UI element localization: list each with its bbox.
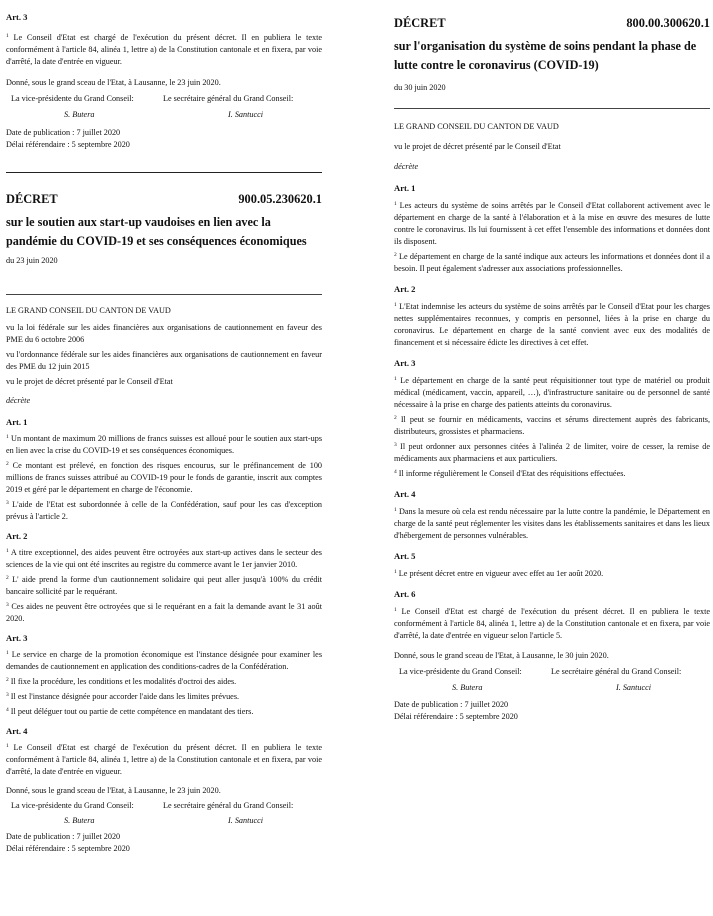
secretary-general-name: I. Santucci <box>228 816 264 825</box>
section-divider <box>6 172 322 173</box>
article-paragraph: $^1$ Le Conseil d'Etat est chargé de l'exécution du présent décret. Il en publiera le texte conformément à l'article 84, alinéa 1, lettre a) de la Constitution cantonale et en fixera, par voie d'arrêté, la date d'entrée en vigueur selon l'article 5. <box>394 607 711 640</box>
decree-number: 900.05.230620.1 <box>238 192 322 206</box>
given-statement: Donné, sous le grand sceau de l'Etat, à Lausanne, le 23 juin 2020. <box>6 78 221 87</box>
article-paragraph: $^1$ Les acteurs du système de soins arrêtés par le Conseil d'Etat collaborent activement avec le département en charge de la santé à l'élaboration et à la mise en œuvre des mesures de lutte contre le coronavirus. Ils lui fournissent à cet effet l'ensemble des informations et données dont ils disposent. <box>394 201 711 246</box>
date-divider <box>6 294 322 295</box>
decree-title-row <box>6 192 322 207</box>
article-paragraph: $^1$ L'Etat indemnise les acteurs du système de soins arrêtés par le Conseil d'Etat pour les charges nettes supplémentaires reconnues, y compris en personnel, liées à la prise en charge du coronavirus. Le département en charge de la santé convient avec eux des modalités de financement et si nécessaire édicte les directives à cet effet. <box>394 302 710 347</box>
vice-president-name: S. Butera <box>64 816 95 825</box>
article-paragraph: $^1$ Un montant de maximum 20 millions de francs suisses est alloué pour le soutien aux start-ups en lien avec la crise du COVID-19 et ses conséquences économiques. <box>6 434 323 455</box>
article-paragraph: $^4$ Il peut déléguer tout ou partie de cette compétence en mandatant des tiers. <box>6 707 254 716</box>
decree-body <box>6 305 322 855</box>
decree-label: DÉCRET <box>6 192 58 206</box>
article-paragraph: $^2$ Il fixe la procédure, les conditions et les modalités d'octroi des aides. <box>6 677 237 686</box>
vice-president-label: La vice-présidente du Grand Conseil: <box>11 94 134 103</box>
article-heading: Art. 1 <box>394 183 416 193</box>
signature-names <box>6 110 322 119</box>
preamble-item: vu le projet de décret présenté par le Conseil d'Etat <box>394 142 561 151</box>
article-paragraph: $^2$ Le département en charge de la santé indique aux acteurs les informations et données dont il a besoin. Il peut également s'adresser aux associations professionnelles. <box>394 252 711 273</box>
decree-date: du 30 juin 2020 <box>394 83 446 92</box>
secretary-general-name: I. Santucci <box>616 683 652 692</box>
article-paragraph: $^1$ Dans la mesure où cela est rendu nécessaire par la lutte contre la pandémie, le Département en charge de la santé peut réglementer les visites dans les établissements sanitaires et dans les lieux d'hébergement de personnes vulnérables. <box>394 507 710 540</box>
article-heading: Art. 3 <box>394 358 416 368</box>
article-heading: Art. 3 <box>6 12 28 22</box>
article-heading: Art. 5 <box>394 551 416 561</box>
referendum-deadline: Délai référendaire : 5 septembre 2020 <box>6 844 130 853</box>
article-paragraph: $^1$ Le présent décret entre en vigueur avec effet au 1er août 2020. <box>394 569 604 578</box>
article-paragraph: $^1$ Le Conseil d'Etat est chargé de l'exécution du présent décret. Il en publiera le texte conformément à l'article 84, alinéa 1, lettre a) de la Constitution cantonale et en fixera, par voie d'arrêté, la date d'entrée en vigueur. <box>6 743 323 776</box>
secretary-general-name: I. Santucci <box>228 110 264 119</box>
preamble-item: vu le projet de décret présenté par le Conseil d'Etat <box>6 377 173 386</box>
decrees-word: décrète <box>6 396 31 405</box>
previous-decree-end <box>6 12 322 151</box>
publication-date: Date de publication : 7 juillet 2020 <box>6 128 121 137</box>
decree-subject: sur l'organisation du système de soins pendant la phase de lutte contre le coronavirus (COVID-19) <box>394 39 697 72</box>
article-heading: Art. 3 <box>6 633 28 643</box>
vice-president-name: S. Butera <box>64 110 95 119</box>
article-paragraph: $^1$ Le Conseil d'Etat est chargé de l'exécution du présent décret. Il en publiera le texte conformément à l'article 84, alinéa 1, lettre a) de la Constitution cantonale et en fixera, par voie d'arrêté, la date d'entrée en vigueur. <box>6 33 323 66</box>
publication-date: Date de publication : 7 juillet 2020 <box>394 700 509 709</box>
preamble-item: vu la loi fédérale sur les aides financières aux organisations de cautionnement en faveur des PME du 6 octobre 2006 <box>6 323 322 344</box>
article-paragraph: $^1$ Le département en charge de la santé peut réquisitionner tout type de matériel ou produit médical (médicament, vaccin, appareil, …), d'infrastructure sanitaire ou de personnel de santé nécessaire à la prise en charge des patients atteints du coronavirus. <box>394 376 710 409</box>
vice-president-label: La vice-présidente du Grand Conseil: <box>11 801 134 810</box>
date-divider <box>394 108 710 109</box>
article-heading: Art. 1 <box>6 417 28 427</box>
article-paragraph: $^3$ L'aide de l'Etat est subordonnée à celle de la Confédération, sauf pour les cas d'exception prévus à l'article 2. <box>6 500 323 521</box>
publication-date: Date de publication : 7 juillet 2020 <box>6 832 121 841</box>
article-heading: Art. 2 <box>394 284 416 294</box>
referendum-deadline: Délai référendaire : 5 septembre 2020 <box>394 712 518 721</box>
decree-body <box>394 121 710 723</box>
preamble-item: vu l'ordonnance fédérale sur les aides financières aux organisations de cautionnement en faveur des PME du 12 juin 2015 <box>6 350 322 371</box>
signature-labels <box>6 94 322 103</box>
decrees-word: décrète <box>394 162 419 171</box>
article-paragraph: $^2$ Il peut se fournir en médicaments, vaccins et sérums directement auprès des fabricants, distributeurs, grossistes et pharmaciens. <box>394 415 711 436</box>
decree-label: DÉCRET <box>394 16 446 30</box>
decree-number: 800.00.300620.1 <box>626 16 710 30</box>
article-paragraph: $^2$ L' aide prend la forme d'un cautionnement solidaire qui peut aller jusqu'à 100% du crédit bancaire sollicité par le requérant. <box>6 575 322 596</box>
secretary-general-label: Le secrétaire général du Grand Conseil: <box>163 801 294 810</box>
given-statement: Donné, sous le grand sceau de l'Etat, à Lausanne, le 30 juin 2020. <box>394 651 609 660</box>
issuing-authority: LE GRAND CONSEIL DU CANTON DE VAUD <box>6 306 171 315</box>
article-paragraph: $^2$ Ce montant est prélevé, en fonction des risques encourus, sur le préfinancement de 100 millions de francs suisses attribué au COVID-19 pour le fonds de garantie, inscrit aux comptes 2019 et géré par le département en charge de l'économie. <box>6 461 323 494</box>
decree-healthcare <box>394 16 710 92</box>
decree-subject: sur le soutien aux start-up vaudoises en lien avec la pandémie du COVID-19 et ses conséquences économiques <box>6 215 307 248</box>
signature-labels <box>394 667 710 676</box>
given-statement: Donné, sous le grand sceau de l'Etat, à Lausanne, le 23 juin 2020. <box>6 786 221 795</box>
signature-names <box>394 683 710 692</box>
issuing-authority: LE GRAND CONSEIL DU CANTON DE VAUD <box>394 122 559 131</box>
signature-names <box>6 816 322 825</box>
referendum-deadline: Délai référendaire : 5 septembre 2020 <box>6 140 130 149</box>
decree-startup <box>6 192 322 265</box>
article-heading: Art. 4 <box>6 726 28 736</box>
decree-date: du 23 juin 2020 <box>6 256 58 265</box>
article-paragraph: $^3$ Ces aides ne peuvent être octroyées que si le requérant en a fait la demande avant le 31 août 2020. <box>6 602 323 623</box>
article-paragraph: $^1$ Le service en charge de la promotion économique est l'instance désignée pour examiner les demandes de cautionnement en application des conditions-cadres de la Confédération. <box>6 650 323 671</box>
decree-title-row <box>394 16 710 31</box>
vice-president-label: La vice-présidente du Grand Conseil: <box>399 667 522 676</box>
article-paragraph: $^3$ Il peut ordonner aux personnes citées à l'alinéa 2 de limiter, voire de cesser, la remise de médicaments aux pharmaciens et aux particuliers. <box>394 442 710 463</box>
vice-president-name: S. Butera <box>452 683 483 692</box>
article-heading: Art. 2 <box>6 531 28 541</box>
secretary-general-label: Le secrétaire général du Grand Conseil: <box>551 667 682 676</box>
article-heading: Art. 6 <box>394 589 416 599</box>
article-heading: Art. 4 <box>394 489 416 499</box>
article-paragraph: $^1$ A titre exceptionnel, des aides peuvent être octroyées aux start-up actives dans le secteur des sciences de la vie qui ont été inscrites au registre du commerce avant le 1er janvier 2010. <box>6 548 322 569</box>
secretary-general-label: Le secrétaire général du Grand Conseil: <box>163 94 294 103</box>
article-paragraph: $^4$ Il informe régulièrement le Conseil d'Etat des réquisitions effectuées. <box>394 469 626 478</box>
signature-labels <box>6 801 322 810</box>
article-paragraph: $^3$ Il est l'instance désignée pour accorder l'aide dans les limites prévues. <box>6 692 240 701</box>
